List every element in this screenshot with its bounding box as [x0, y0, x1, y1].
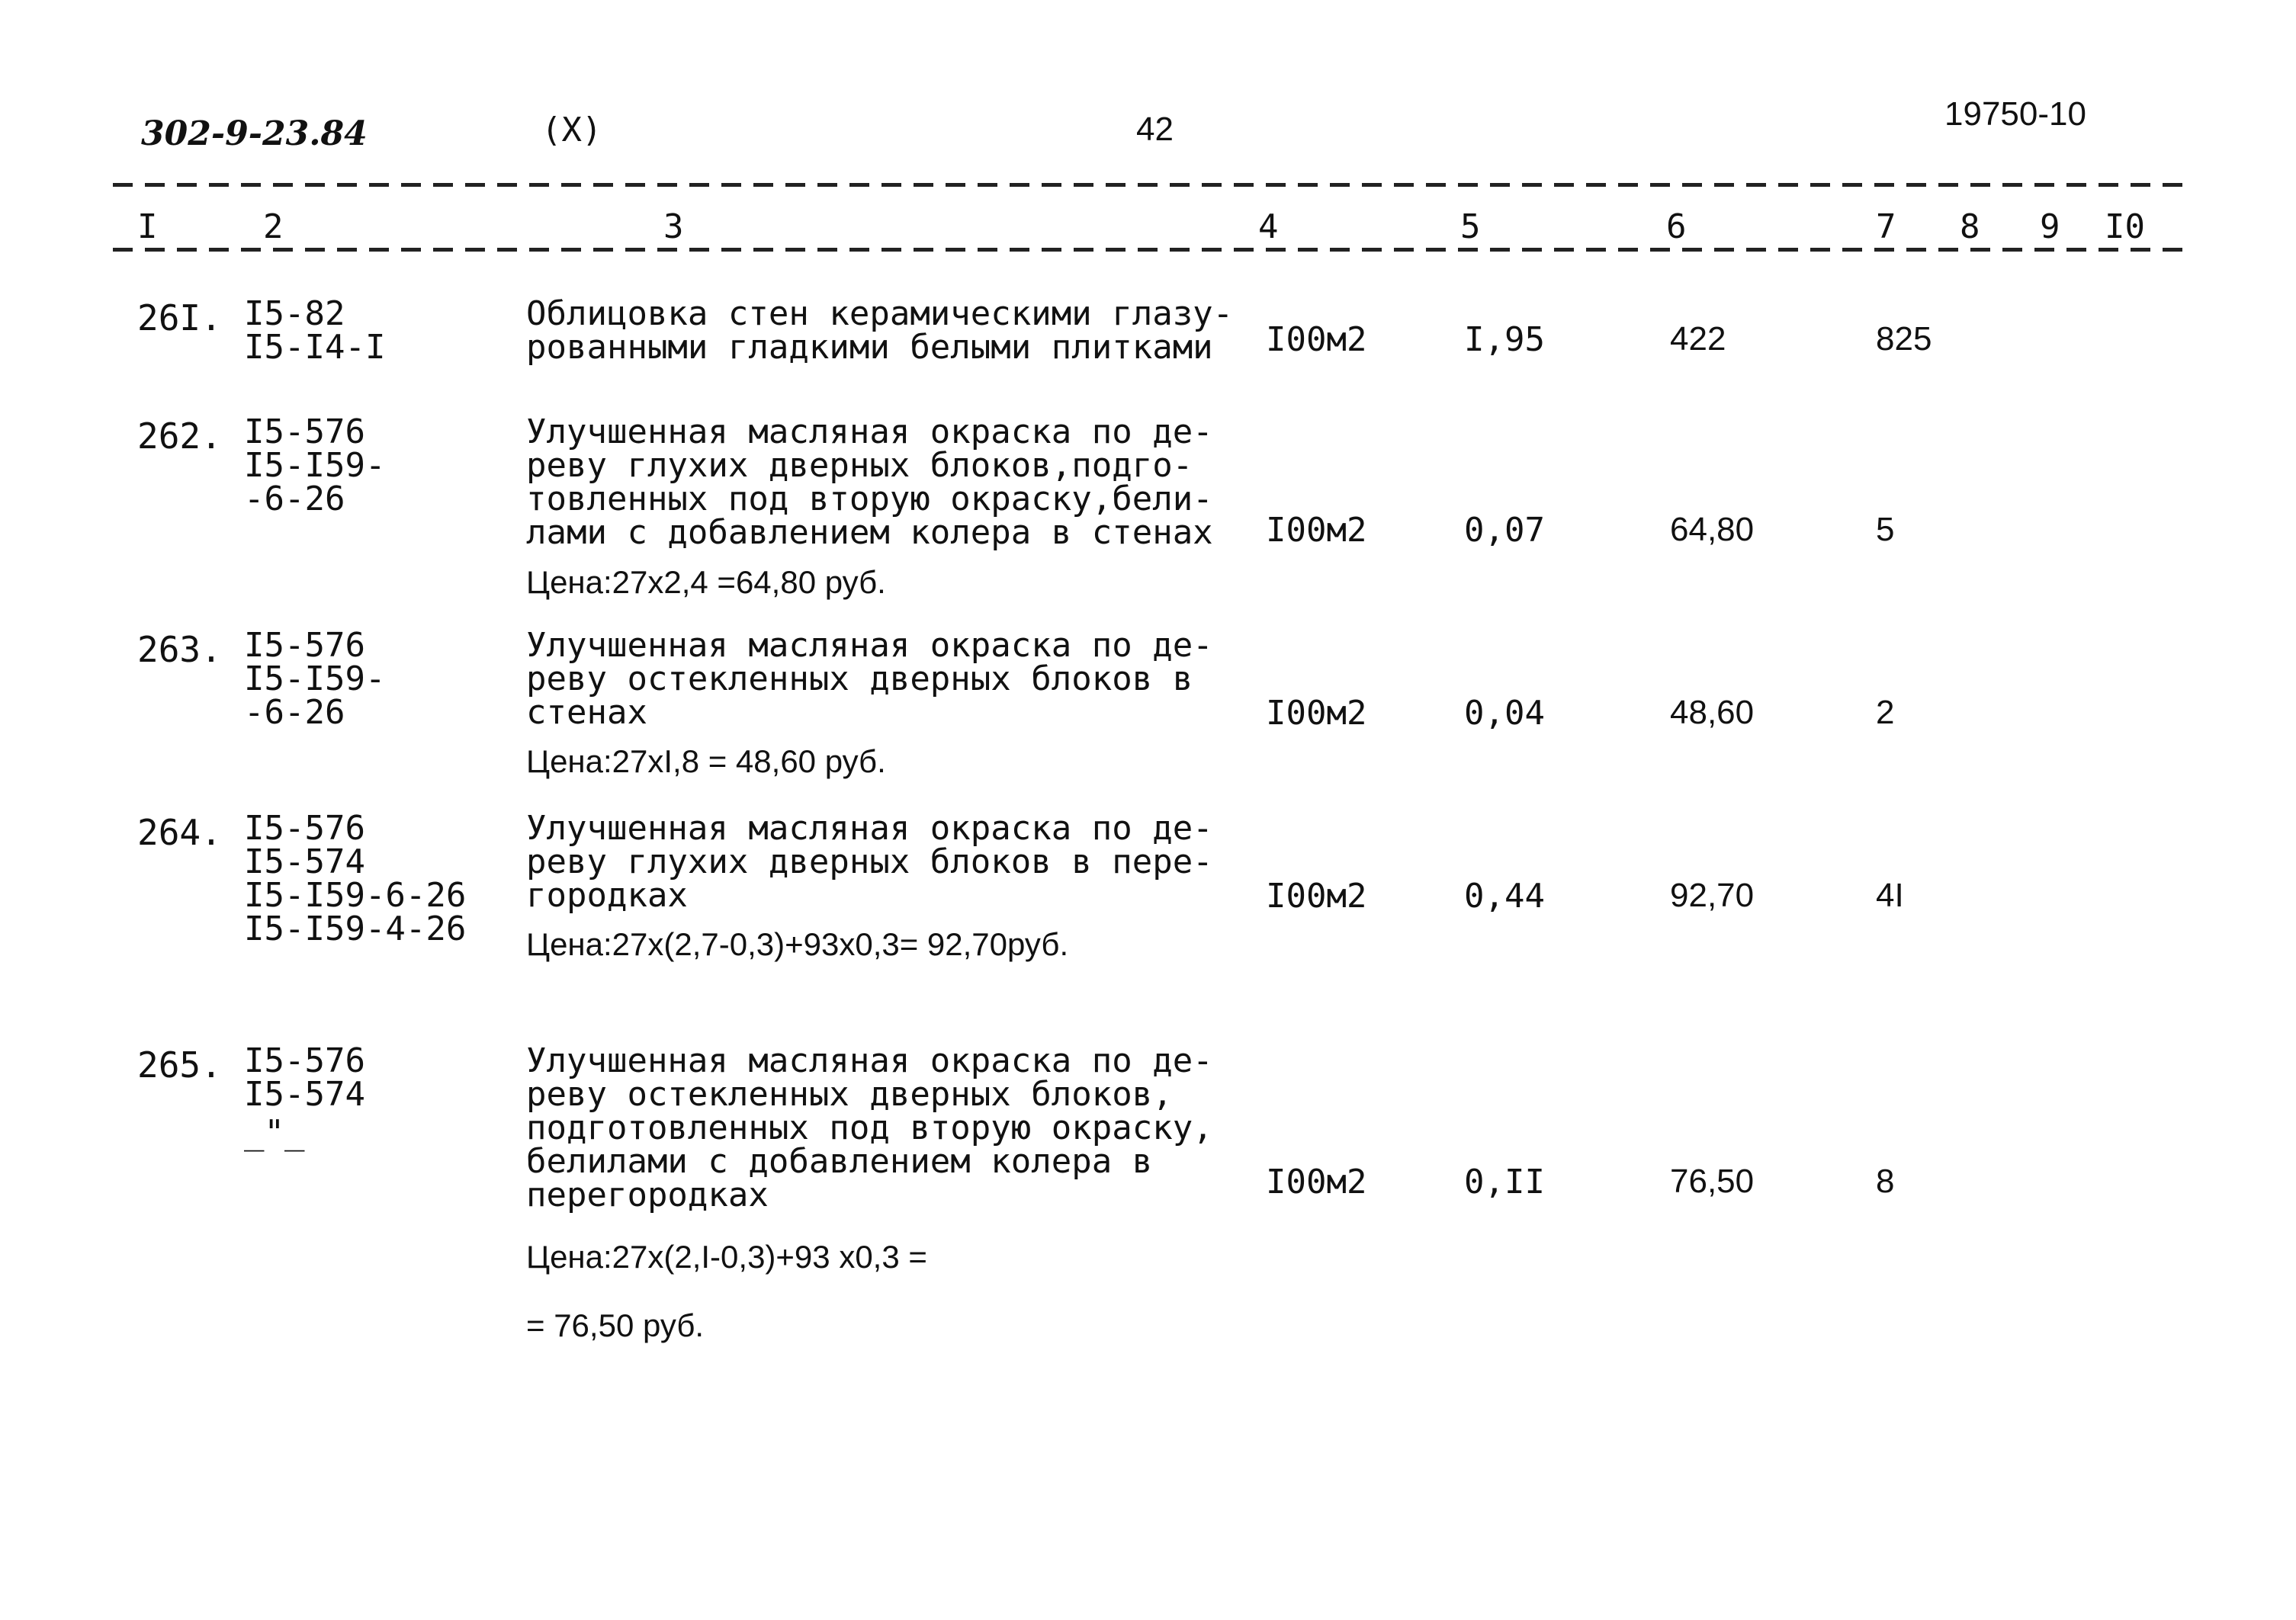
row-total: 8	[1876, 1163, 1895, 1200]
row-total: 2	[1876, 694, 1895, 731]
row-qty: 0,II	[1464, 1163, 1545, 1201]
row-codes	[244, 412, 386, 518]
col-header-2: 2	[263, 207, 284, 246]
sheet-id: 19750-10	[1944, 95, 2086, 133]
code-line: I5-574	[244, 842, 365, 881]
header-rule-bottom	[113, 248, 2187, 252]
row-description	[526, 412, 1289, 552]
col-header-10: I0	[2105, 207, 2145, 246]
desc-line: Облицовка стен керамическими глазу-	[526, 294, 1234, 333]
row-number: 262.	[137, 415, 222, 457]
desc-line: рованными гладкими белыми плитками	[526, 328, 1213, 367]
row-price-note: = 76,50 руб.	[526, 1307, 705, 1343]
col-header-4: 4	[1258, 207, 1279, 246]
row-codes	[244, 1041, 365, 1152]
row-price-note: Цена:27х(2,I-0,3)+93 х0,3 =	[526, 1239, 927, 1275]
row-unit: I00м2	[1266, 877, 1367, 916]
page-number: 42	[1136, 111, 1174, 148]
row-cost: 48,60	[1670, 694, 1755, 731]
row-number: 264.	[137, 812, 222, 853]
col-header-5: 5	[1460, 207, 1481, 246]
row-number: 265.	[137, 1044, 222, 1086]
row-description	[526, 626, 1289, 732]
desc-line: Улучшенная масляная окраска по де-	[526, 1041, 1213, 1080]
col-header-9: 9	[2040, 207, 2060, 246]
code-line: I5-576	[244, 1041, 365, 1080]
desc-line: перегородках	[526, 1176, 769, 1214]
code-line: I5-82	[244, 294, 345, 333]
desc-line: Улучшенная масляная окраска по де-	[526, 626, 1213, 665]
row-total: 5	[1876, 511, 1895, 548]
desc-line: белилами с добавлением колера в	[526, 1142, 1153, 1181]
col-header-1: I	[137, 207, 158, 246]
desc-line: Улучшенная масляная окраска по де-	[526, 809, 1213, 848]
desc-line: реву остекленных дверных блоков,	[526, 1075, 1173, 1114]
row-total: 825	[1876, 320, 1932, 358]
section-label: (X)	[541, 111, 602, 149]
row-price-note: Цена:27х2,4 =64,80 руб.	[526, 564, 886, 600]
code-line: I5-574	[244, 1075, 365, 1114]
row-total: 4I	[1876, 877, 1904, 914]
header-rule-top	[113, 183, 2187, 187]
row-number: 26I.	[137, 297, 222, 338]
code-line: I5-I59-	[244, 659, 386, 698]
row-cost: 64,80	[1670, 511, 1755, 548]
row-codes	[244, 626, 386, 732]
code-line: I5-I4-I	[244, 328, 386, 367]
desc-line: товленных под вторую окраску,бели-	[526, 480, 1213, 518]
row-codes	[244, 809, 467, 948]
code-line: I5-I59-6-26	[244, 876, 467, 915]
code-line: -6-26	[244, 693, 345, 732]
col-header-8: 8	[1960, 207, 1980, 246]
code-line: -6-26	[244, 480, 345, 518]
row-unit: I00м2	[1266, 694, 1367, 733]
ditto-mark: _"_	[244, 1113, 305, 1152]
row-qty: 0,07	[1464, 511, 1545, 550]
desc-line: подготовленных под вторую окраску,	[526, 1108, 1213, 1147]
row-cost: 422	[1670, 320, 1726, 358]
code-line: I5-I59-	[244, 446, 386, 485]
row-codes	[244, 294, 386, 367]
row-description	[526, 1041, 1289, 1214]
desc-line: реву глухих дверных блоков в пере-	[526, 842, 1213, 881]
desc-line: стенах	[526, 693, 647, 732]
row-cost: 92,70	[1670, 877, 1755, 914]
desc-line: реву глухих дверных блоков,подго-	[526, 446, 1193, 485]
desc-line: Улучшенная масляная окраска по де-	[526, 412, 1213, 451]
row-qty: 0,04	[1464, 694, 1545, 733]
col-header-7: 7	[1876, 207, 1896, 246]
row-qty: 0,44	[1464, 877, 1545, 916]
col-header-3: 3	[663, 207, 684, 246]
code-line: I5-576	[244, 412, 365, 451]
row-unit: I00м2	[1266, 1163, 1367, 1201]
row-unit: I00м2	[1266, 320, 1367, 359]
code-line: I5-I59-4-26	[244, 909, 467, 948]
row-price-note: Цена:27х(2,7-0,3)+93х0,3= 92,70руб.	[526, 926, 1069, 962]
doc-code: 302-9-23.84	[141, 114, 368, 153]
row-cost: 76,50	[1670, 1163, 1755, 1200]
row-description	[526, 809, 1289, 915]
code-line: I5-576	[244, 809, 365, 848]
row-number: 263.	[137, 629, 222, 670]
desc-line: лами с добавлением колера в стенах	[526, 513, 1213, 552]
row-description	[526, 294, 1289, 367]
col-header-6: 6	[1666, 207, 1687, 246]
desc-line: городках	[526, 876, 688, 915]
code-line: I5-576	[244, 626, 365, 665]
row-unit: I00м2	[1266, 511, 1367, 550]
desc-line: реву остекленных дверных блоков в	[526, 659, 1193, 698]
row-price-note: Цена:27хI,8 = 48,60 руб.	[526, 743, 886, 779]
row-qty: I,95	[1464, 320, 1545, 359]
